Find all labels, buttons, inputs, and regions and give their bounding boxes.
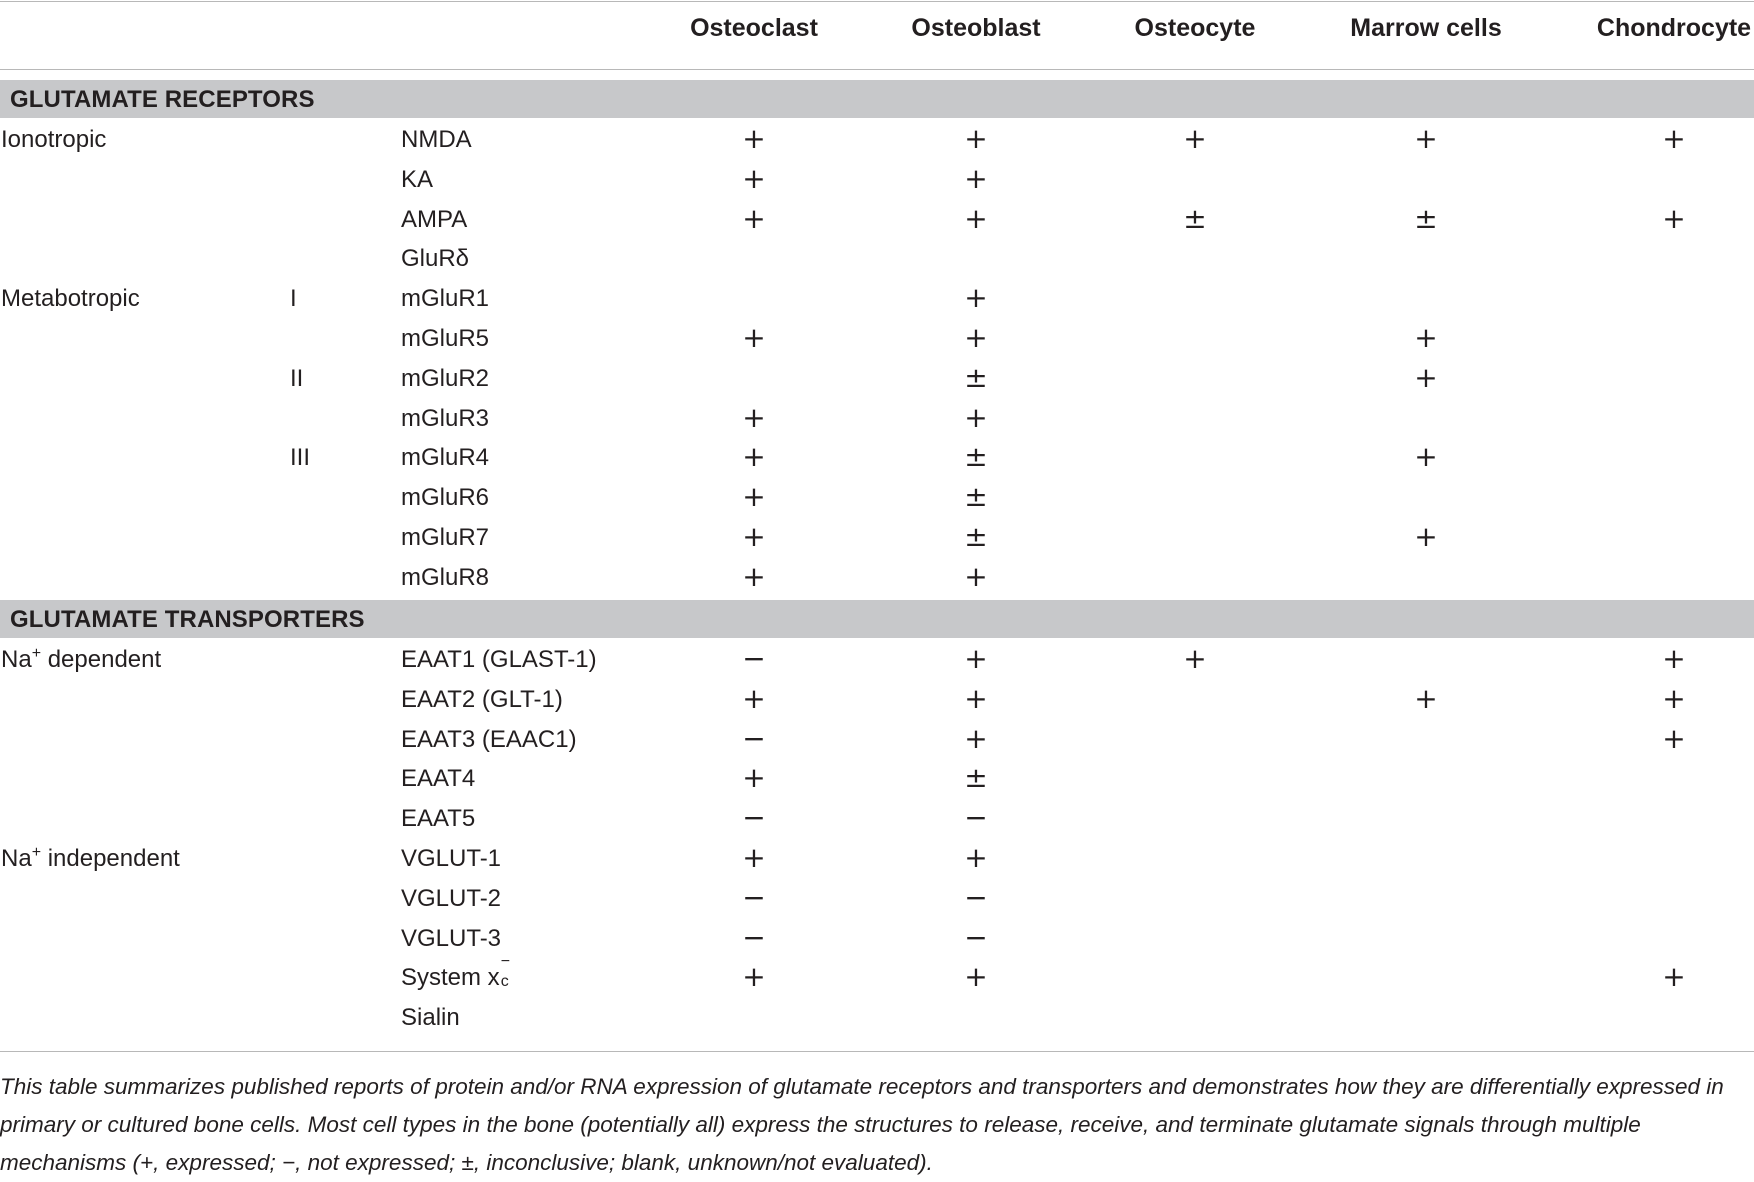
table-row [0, 239, 1754, 279]
expression-mark: ± [1414, 201, 1438, 235]
expression-mark: + [1662, 201, 1686, 235]
expression-mark: + [964, 559, 988, 593]
row-group: III [290, 444, 311, 472]
col-header-osteocyte: Osteocyte [1134, 14, 1256, 42]
expression-mark: ± [964, 480, 988, 514]
col-header-marrow-cells: Marrow cells [1350, 14, 1502, 42]
expression-mark: + [742, 841, 766, 874]
table-row [0, 759, 1754, 799]
row-name-superscript: − [500, 953, 511, 971]
row-name-text: GluRδ [401, 245, 470, 273]
expression-mark: + [742, 960, 766, 994]
row-name-text: Sialin [401, 1004, 460, 1032]
row-name-text: mGluR1 [401, 285, 490, 313]
expression-mark: + [742, 520, 766, 553]
expression-mark: + [964, 960, 988, 994]
row-name-text: mGluR6 [401, 484, 490, 512]
col-header-chondrocyte: Chondrocyte [1596, 14, 1752, 42]
row-name [401, 765, 475, 793]
expression-mark: + [964, 122, 988, 155]
row-group: II [290, 364, 304, 392]
row-name [401, 365, 489, 393]
expression-mark: + [1662, 681, 1686, 715]
expression-mark: + [742, 161, 766, 195]
col-header-osteoblast: Osteoblast [911, 14, 1041, 42]
row-name-text: VGLUT-2 [401, 884, 502, 912]
expression-mark: − [964, 801, 988, 835]
expression-mark: + [964, 161, 988, 195]
expression-mark: + [1183, 642, 1207, 675]
row-name-text: AMPA [401, 205, 468, 233]
expression-mark: + [742, 681, 766, 715]
row-category-text: Ionotropic [1, 126, 107, 153]
row-category [1, 845, 180, 873]
expression-mark: + [742, 201, 766, 235]
row-name [401, 126, 472, 154]
row-name [401, 953, 512, 992]
expression-mark: − [742, 721, 766, 755]
expression-mark: + [1183, 122, 1207, 155]
row-category-superscript: + [31, 844, 42, 861]
expression-mark: + [964, 681, 988, 715]
expression-mark: + [1414, 681, 1438, 715]
expression-mark: + [742, 559, 766, 593]
table-row [0, 919, 1754, 959]
table-row [0, 359, 1754, 399]
expression-mark: + [964, 841, 988, 874]
bottom-rule [0, 1051, 1754, 1052]
row-name [401, 405, 489, 433]
row-name [401, 646, 597, 674]
row-name-text: EAAT3 (EAAC1) [401, 725, 577, 753]
expression-mark: + [964, 400, 988, 434]
row-name-text: mGluR2 [401, 364, 490, 392]
row-name [401, 845, 501, 873]
row-name [401, 524, 489, 552]
table-row [0, 160, 1754, 200]
row-name-text: EAAT5 [401, 805, 476, 833]
row-name [401, 166, 433, 194]
table-caption: This table summarizes published reports of protein and/or RNA expression of glutamate receptors and transporters and demonstrates how they are differentially expressed in primary or cultured bone cells. Most cell types in the bone (potentially all) express the structures to release, receive, and terminate glutamate signals through multiple mechanisms (+, expressed; −, not expressed; ±, inconclusive; blank, unknown/not evaluated). [0, 1074, 1724, 1175]
table-row [0, 200, 1754, 240]
table-row [0, 319, 1754, 359]
row-category-rest: dependent [41, 646, 162, 673]
expression-mark: − [742, 642, 766, 675]
row-name-text: System x [401, 964, 500, 992]
section-band [0, 600, 1754, 638]
expression-mark: + [1414, 520, 1438, 553]
expression-mark: − [742, 801, 766, 835]
row-name-text: mGluR7 [401, 524, 490, 551]
expression-mark: + [1662, 642, 1686, 675]
row-name-subscript: c [500, 973, 509, 991]
table-row [0, 953, 1754, 998]
expression-mark: + [1414, 321, 1438, 354]
table-row [0, 438, 1754, 478]
row-name [401, 245, 469, 273]
row-name-text: EAAT1 (GLAST-1) [401, 646, 597, 673]
expression-mark: + [1662, 721, 1686, 755]
expression-mark: + [742, 321, 766, 354]
row-name [401, 206, 467, 234]
table-row [0, 879, 1754, 919]
expression-mark: − [742, 880, 766, 914]
table-row [0, 720, 1754, 760]
expression-mark: + [964, 281, 988, 315]
header-rule [0, 69, 1754, 70]
section-title: GLUTAMATE TRANSPORTERS [10, 606, 365, 633]
expression-mark: + [964, 642, 988, 675]
row-category-superscript: + [31, 645, 42, 662]
table-row [0, 640, 1754, 680]
row-name [401, 925, 501, 953]
row-name [401, 885, 501, 913]
expression-mark: + [1414, 360, 1438, 394]
row-category [1, 126, 106, 154]
row-category-text: Na [1, 646, 32, 673]
expression-mark: + [742, 761, 766, 795]
table-row [0, 518, 1754, 558]
expression-mark: ± [964, 520, 988, 553]
section-band [0, 80, 1754, 118]
expression-mark: − [964, 880, 988, 914]
row-category-text: Metabotropic [1, 285, 140, 313]
row-name-text: mGluR8 [401, 563, 490, 591]
table-row [0, 120, 1754, 160]
expression-mark: ± [964, 761, 988, 795]
row-name-text: mGluR3 [401, 404, 490, 432]
row-name-text: EAAT4 [401, 765, 476, 793]
expression-mark: + [1662, 122, 1686, 155]
expression-mark: − [964, 920, 988, 954]
row-name [401, 805, 475, 833]
row-name [401, 325, 489, 353]
expression-mark: + [1662, 960, 1686, 994]
row-name [401, 726, 577, 754]
row-name-text: NMDA [401, 126, 472, 153]
table-row [0, 680, 1754, 720]
expression-mark: + [964, 721, 988, 755]
expression-mark: + [1414, 122, 1438, 155]
row-name [401, 1004, 460, 1032]
row-category [1, 646, 161, 674]
column-header-row [0, 0, 1754, 69]
expression-mark: + [964, 201, 988, 235]
expression-mark: + [964, 321, 988, 354]
row-name [401, 686, 563, 714]
table-row [0, 399, 1754, 439]
expression-mark: + [742, 480, 766, 514]
table-row [0, 839, 1754, 879]
row-name [401, 444, 489, 472]
row-name [401, 564, 489, 592]
row-name [401, 285, 489, 313]
row-name [401, 484, 489, 512]
row-name-text: EAAT2 (GLT-1) [401, 685, 563, 713]
row-category [1, 285, 140, 313]
row-category-text: Na [1, 845, 32, 872]
expression-mark: ± [964, 440, 988, 474]
table-row [0, 558, 1754, 598]
col-header-osteoclast: Osteoclast [690, 14, 818, 42]
expression-mark: + [742, 440, 766, 474]
expression-mark: + [742, 122, 766, 155]
expression-mark: + [742, 400, 766, 434]
table-row [0, 998, 1754, 1038]
expression-mark: ± [1183, 201, 1207, 235]
expression-mark: ± [964, 360, 988, 394]
row-name-text: mGluR4 [401, 444, 490, 472]
expression-mark: − [742, 920, 766, 954]
section-title: GLUTAMATE RECEPTORS [10, 86, 315, 113]
table-row [0, 279, 1754, 319]
row-name-text: VGLUT-3 [401, 924, 502, 952]
row-category-rest: independent [41, 845, 180, 872]
row-name-text: mGluR5 [401, 325, 490, 352]
expression-mark: + [1414, 440, 1438, 474]
row-name-text: KA [401, 165, 434, 193]
row-name-text: VGLUT-1 [401, 845, 502, 872]
table-row [0, 478, 1754, 518]
row-name-script [500, 953, 512, 991]
table-row [0, 799, 1754, 839]
row-group: I [290, 285, 297, 313]
